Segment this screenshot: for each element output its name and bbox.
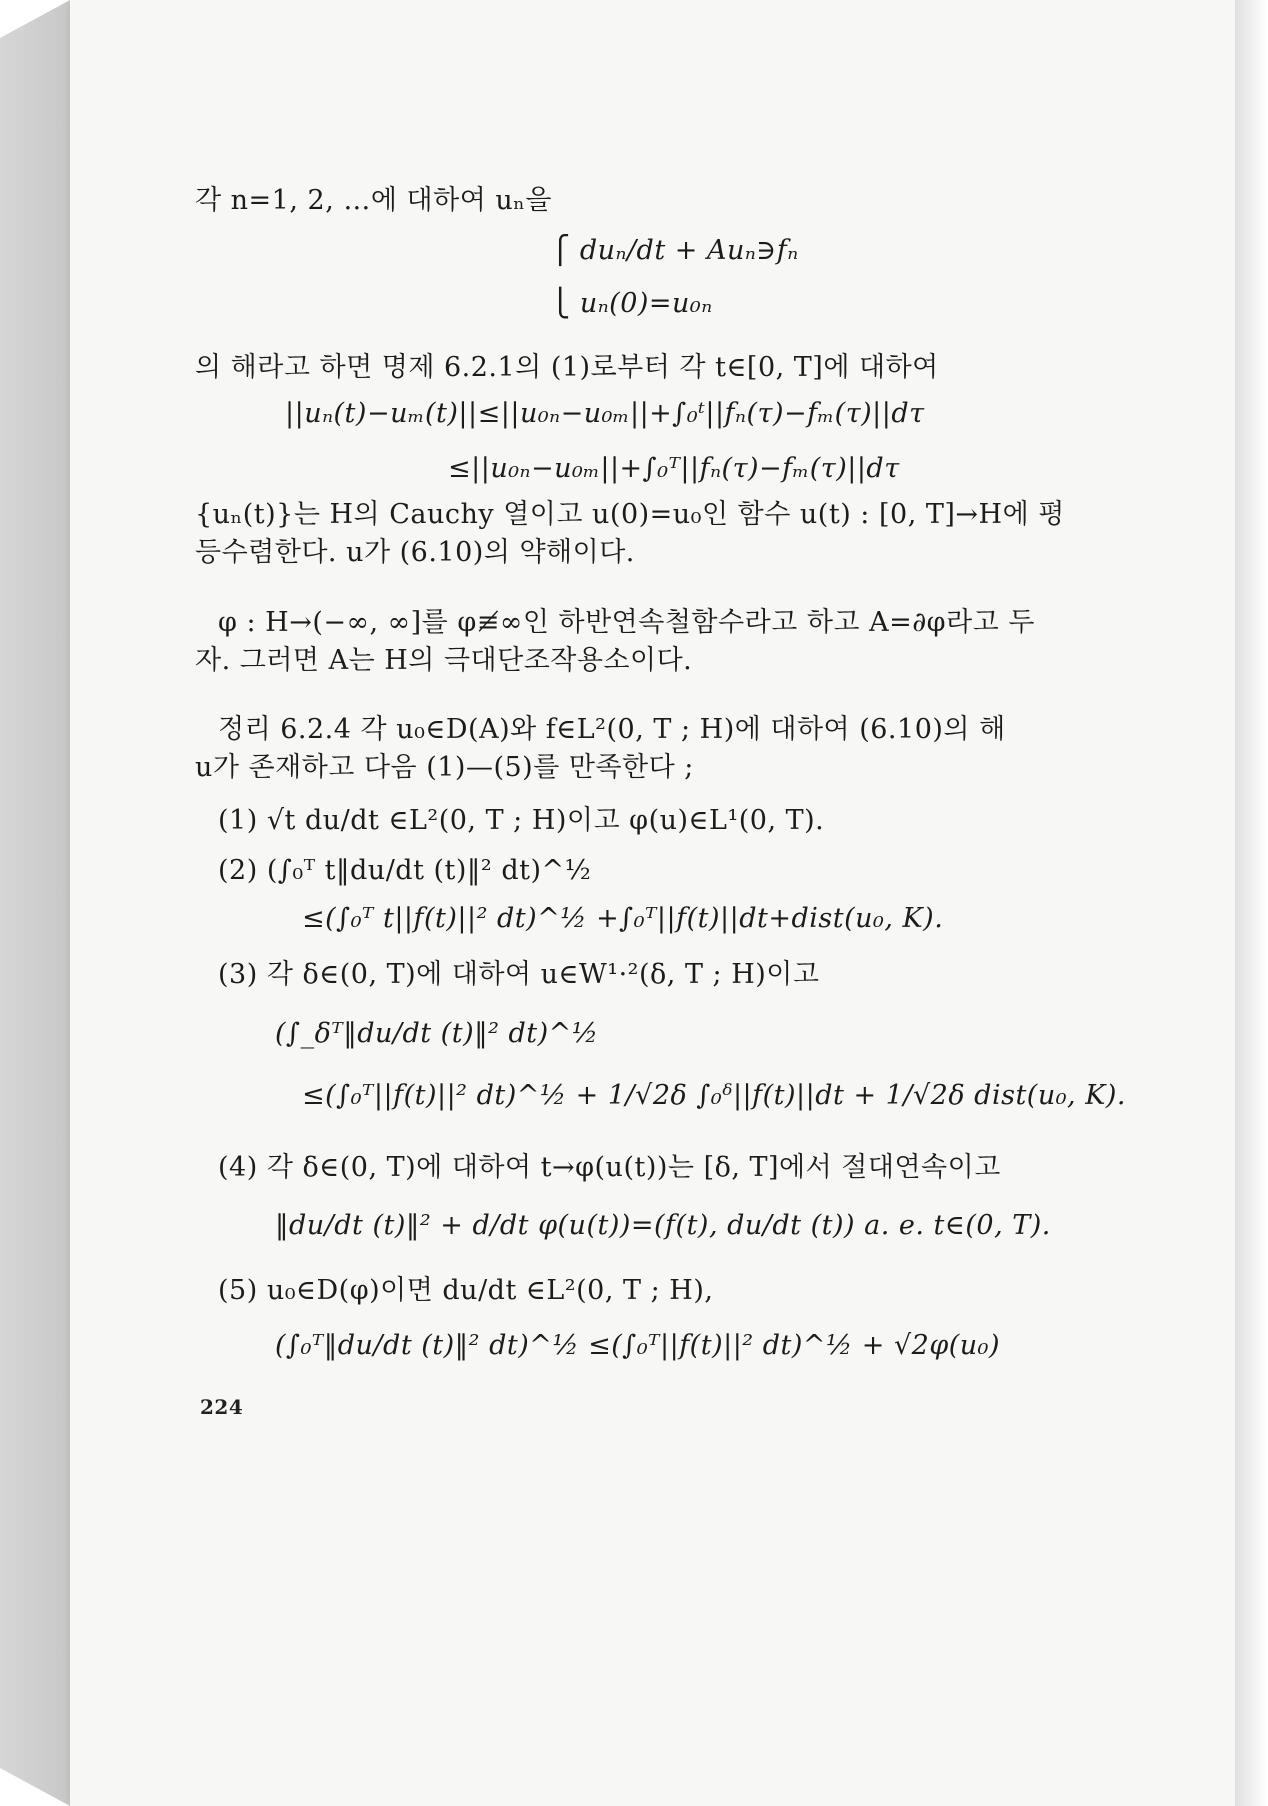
equation-line: ||uₙ(t)−uₘ(t)||≤||u₀ₙ−u₀ₘ||+∫₀ᵗ||fₙ(τ)−fₘ(τ)||dτ <box>285 398 925 429</box>
equation-line: ≤(∫₀ᵀ t||f(t)||² dt)^½ +∫₀ᵀ||f(t)||dt+dist(u₀, K). <box>302 903 944 934</box>
equation-line: ≤||u₀ₙ−u₀ₘ||+∫₀ᵀ||fₙ(τ)−fₘ(τ)||dτ <box>448 453 900 484</box>
item-5: (5) u₀∈D(φ)이면 du/dt ∈L²(0, T ; H), <box>218 1275 714 1306</box>
text-line: 자. 그러면 A는 H의 극대단조작용소이다. <box>195 645 693 676</box>
item-1: (1) √t du/dt ∈L²(0, T ; H)이고 φ(u)∈L¹(0, T). <box>218 805 825 836</box>
item-2: (2) (∫₀ᵀ t‖du/dt (t)‖² dt)^½ <box>218 855 592 886</box>
page <box>70 0 1235 1806</box>
text-line: 의 해라고 하면 명제 6.2.1의 (1)로부터 각 t∈[0, T]에 대하여 <box>195 352 939 383</box>
equation-line: ⎧ duₙ/dt + Auₙ∋fₙ <box>550 235 799 266</box>
book-spine <box>0 0 70 1806</box>
text-line: 등수렴한다. u가 (6.10)의 약해이다. <box>195 537 635 568</box>
theorem-heading: 정리 6.2.4 각 u₀∈D(A)와 f∈L²(0, T ; H)에 대하여 (6.10)의 해 <box>218 714 1006 745</box>
equation-line: ‖du/dt (t)‖² + d/dt φ(u(t))=(f(t), du/dt (t)) a. e. t∈(0, T). <box>275 1210 1051 1241</box>
equation-line: ⎩ uₙ(0)=u₀ₙ <box>550 288 713 319</box>
text-line: {uₙ(t)}는 H의 Cauchy 열이고 u(0)=u₀인 함수 u(t) : [0, T]→H에 평 <box>195 499 1065 530</box>
text-line: 각 n=1, 2, …에 대하여 uₙ을 <box>195 185 553 216</box>
item-4: (4) 각 δ∈(0, T)에 대하여 t→φ(u(t))는 [δ, T]에서 절대연속이고 <box>218 1152 1001 1183</box>
item-3: (3) 각 δ∈(0, T)에 대하여 u∈W¹·²(δ, T ; H)이고 <box>218 959 820 990</box>
page-edge <box>1235 0 1268 1806</box>
equation-line: (∫_δᵀ‖du/dt (t)‖² dt)^½ <box>275 1018 599 1049</box>
page-number: 224 <box>200 1395 244 1419</box>
text-line: φ : H→(−∞, ∞]를 φ≢∞인 하반연속철함수라고 하고 A=∂φ라고 두 <box>218 607 1035 638</box>
equation-line: ≤(∫₀ᵀ||f(t)||² dt)^½ + 1/√2δ ∫₀ᵟ||f(t)||dt + 1/√2δ dist(u₀, K). <box>302 1080 1126 1111</box>
equation-line: (∫₀ᵀ‖du/dt (t)‖² dt)^½ ≤(∫₀ᵀ||f(t)||² dt)^½ + √2φ(u₀) <box>275 1330 1001 1361</box>
text-line: u가 존재하고 다음 (1)—(5)를 만족한다 ; <box>195 752 694 783</box>
